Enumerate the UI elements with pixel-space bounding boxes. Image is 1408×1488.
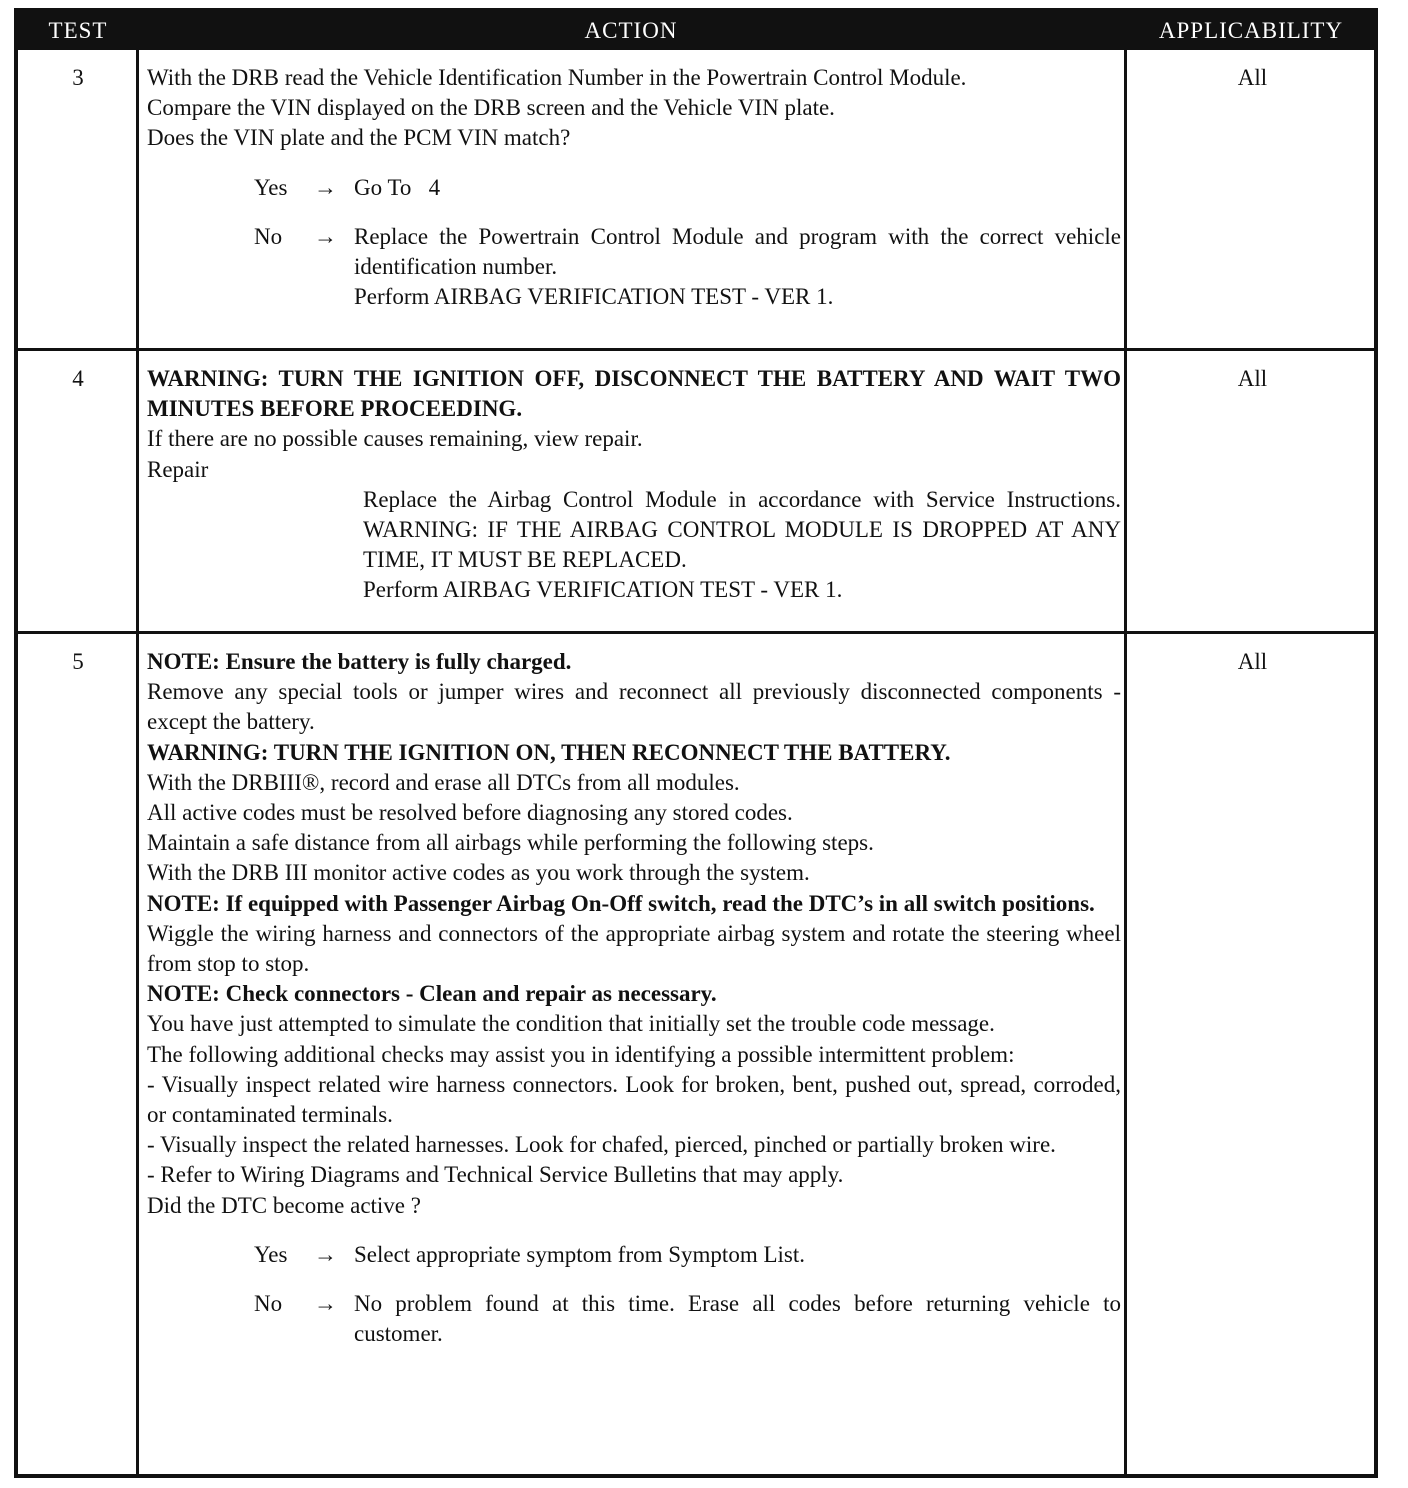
column-divider — [136, 50, 139, 1478]
choice-text: No problem found at this time. Erase all codes before returning vehicle to customer. — [354, 1291, 1121, 1347]
repair-text: Perform AIRBAG VERIFICATION TEST - VER 1. — [363, 577, 843, 603]
action-cell — [147, 647, 1121, 1349]
test-number: 5 — [72, 649, 84, 674]
warning-text: WARNING: TURN THE IGNITION OFF, DISCONNECT THE BATTERY AND WAIT TWO MINUTES BEFORE PROCEEDING. — [147, 366, 1121, 422]
row-divider — [18, 631, 1374, 634]
action-text: Maintain a safe distance from all airbags while performing the following steps. — [147, 830, 874, 856]
applicability-value: All — [1237, 366, 1268, 391]
applicability-value: All — [1237, 65, 1268, 90]
row-divider — [18, 348, 1374, 351]
action-text: - Visually inspect the related harnesses. Look for chafed, pierced, pinched or partially broken wire. — [147, 1132, 1056, 1158]
repair-body — [363, 485, 1121, 606]
column-divider — [1124, 50, 1127, 1478]
arrow-icon: → — [314, 223, 337, 249]
action-text: If there are no possible causes remaining, view repair. — [147, 426, 643, 452]
header-applicability: APPLICABILITY — [1124, 12, 1378, 50]
choice-key: No — [254, 1291, 283, 1317]
action-text: With the DRB read the Vehicle Identification Number in the Powertrain Control Module. — [147, 65, 967, 90]
action-text: - Refer to Wiring Diagrams and Technical Service Bulletins that may apply. — [147, 1162, 844, 1188]
repair-label: Repair — [147, 456, 209, 482]
action-cell — [147, 364, 1121, 606]
choice-yes — [147, 173, 1121, 203]
arrow-icon: → — [314, 1291, 337, 1317]
arrow-icon: → — [314, 174, 337, 200]
choice-yes — [147, 1240, 1121, 1270]
choice-text: Replace the Powertrain Control Module and program with the correct vehicle identification number. — [354, 223, 1121, 280]
choice-text: Go To 4 — [354, 174, 441, 200]
action-text: - Visually inspect related wire harness connectors. Look for broken, bent, pushed out, spread, corroded, or contaminated terminals. — [147, 1071, 1121, 1128]
choice-key: No — [254, 223, 283, 249]
note-text: NOTE: Check connectors - Clean and repair as necessary. — [147, 981, 717, 1007]
header-action: ACTION — [138, 12, 1124, 50]
action-text: You have just attempted to simulate the condition that initially set the trouble code message. — [147, 1011, 995, 1037]
note-text: NOTE: If equipped with Passenger Airbag On-Off switch, read the DTC’s in all switch positions. — [147, 890, 1095, 916]
warning-text: WARNING: TURN THE IGNITION ON, THEN RECONNECT THE BATTERY. — [147, 739, 951, 765]
test-number: 4 — [72, 366, 84, 391]
choice-text: Select appropriate symptom from Symptom List. — [354, 1241, 805, 1267]
note-text: NOTE: Ensure the battery is fully charged. — [147, 649, 572, 674]
action-text: Compare the VIN displayed on the DRB screen and the Vehicle VIN plate. — [147, 95, 835, 121]
choice-text: Perform AIRBAG VERIFICATION TEST - VER 1. — [354, 284, 834, 310]
action-text: Wiggle the wiring harness and connectors of the appropriate airbag system and rotate the steering wheel from stop to stop. — [147, 920, 1121, 977]
action-cell — [147, 63, 1121, 312]
test-number: 3 — [72, 65, 84, 90]
applicability-value: All — [1237, 649, 1268, 674]
action-text: All active codes must be resolved before diagnosing any stored codes. — [147, 800, 793, 826]
action-text: Remove any special tools or jumper wires and reconnect all previously disconnected components - except the battery. — [147, 679, 1121, 735]
choice-key: Yes — [254, 1241, 288, 1267]
diagnostic-table — [14, 8, 1378, 1478]
action-text: Did the DTC become active ? — [147, 1192, 421, 1218]
repair-text: Replace the Airbag Control Module in accordance with Service Instructions. WARNING: IF THE AIRBAG CONTROL MODULE IS DROPPED AT ANY TIME, IT MUST BE REPLACED. — [363, 486, 1121, 573]
action-text: Does the VIN plate and the PCM VIN match? — [147, 125, 571, 151]
action-text: The following additional checks may assist you in identifying a possible intermittent problem: — [147, 1041, 1015, 1067]
arrow-icon: → — [314, 1241, 337, 1267]
choice-key: Yes — [254, 174, 288, 200]
action-text: With the DRBIII®, record and erase all DTCs from all modules. — [147, 769, 740, 795]
choice-no — [147, 222, 1121, 313]
choice-no — [147, 1289, 1121, 1349]
header-test: TEST — [18, 12, 138, 50]
action-text: With the DRB III monitor active codes as you work through the system. — [147, 860, 810, 886]
